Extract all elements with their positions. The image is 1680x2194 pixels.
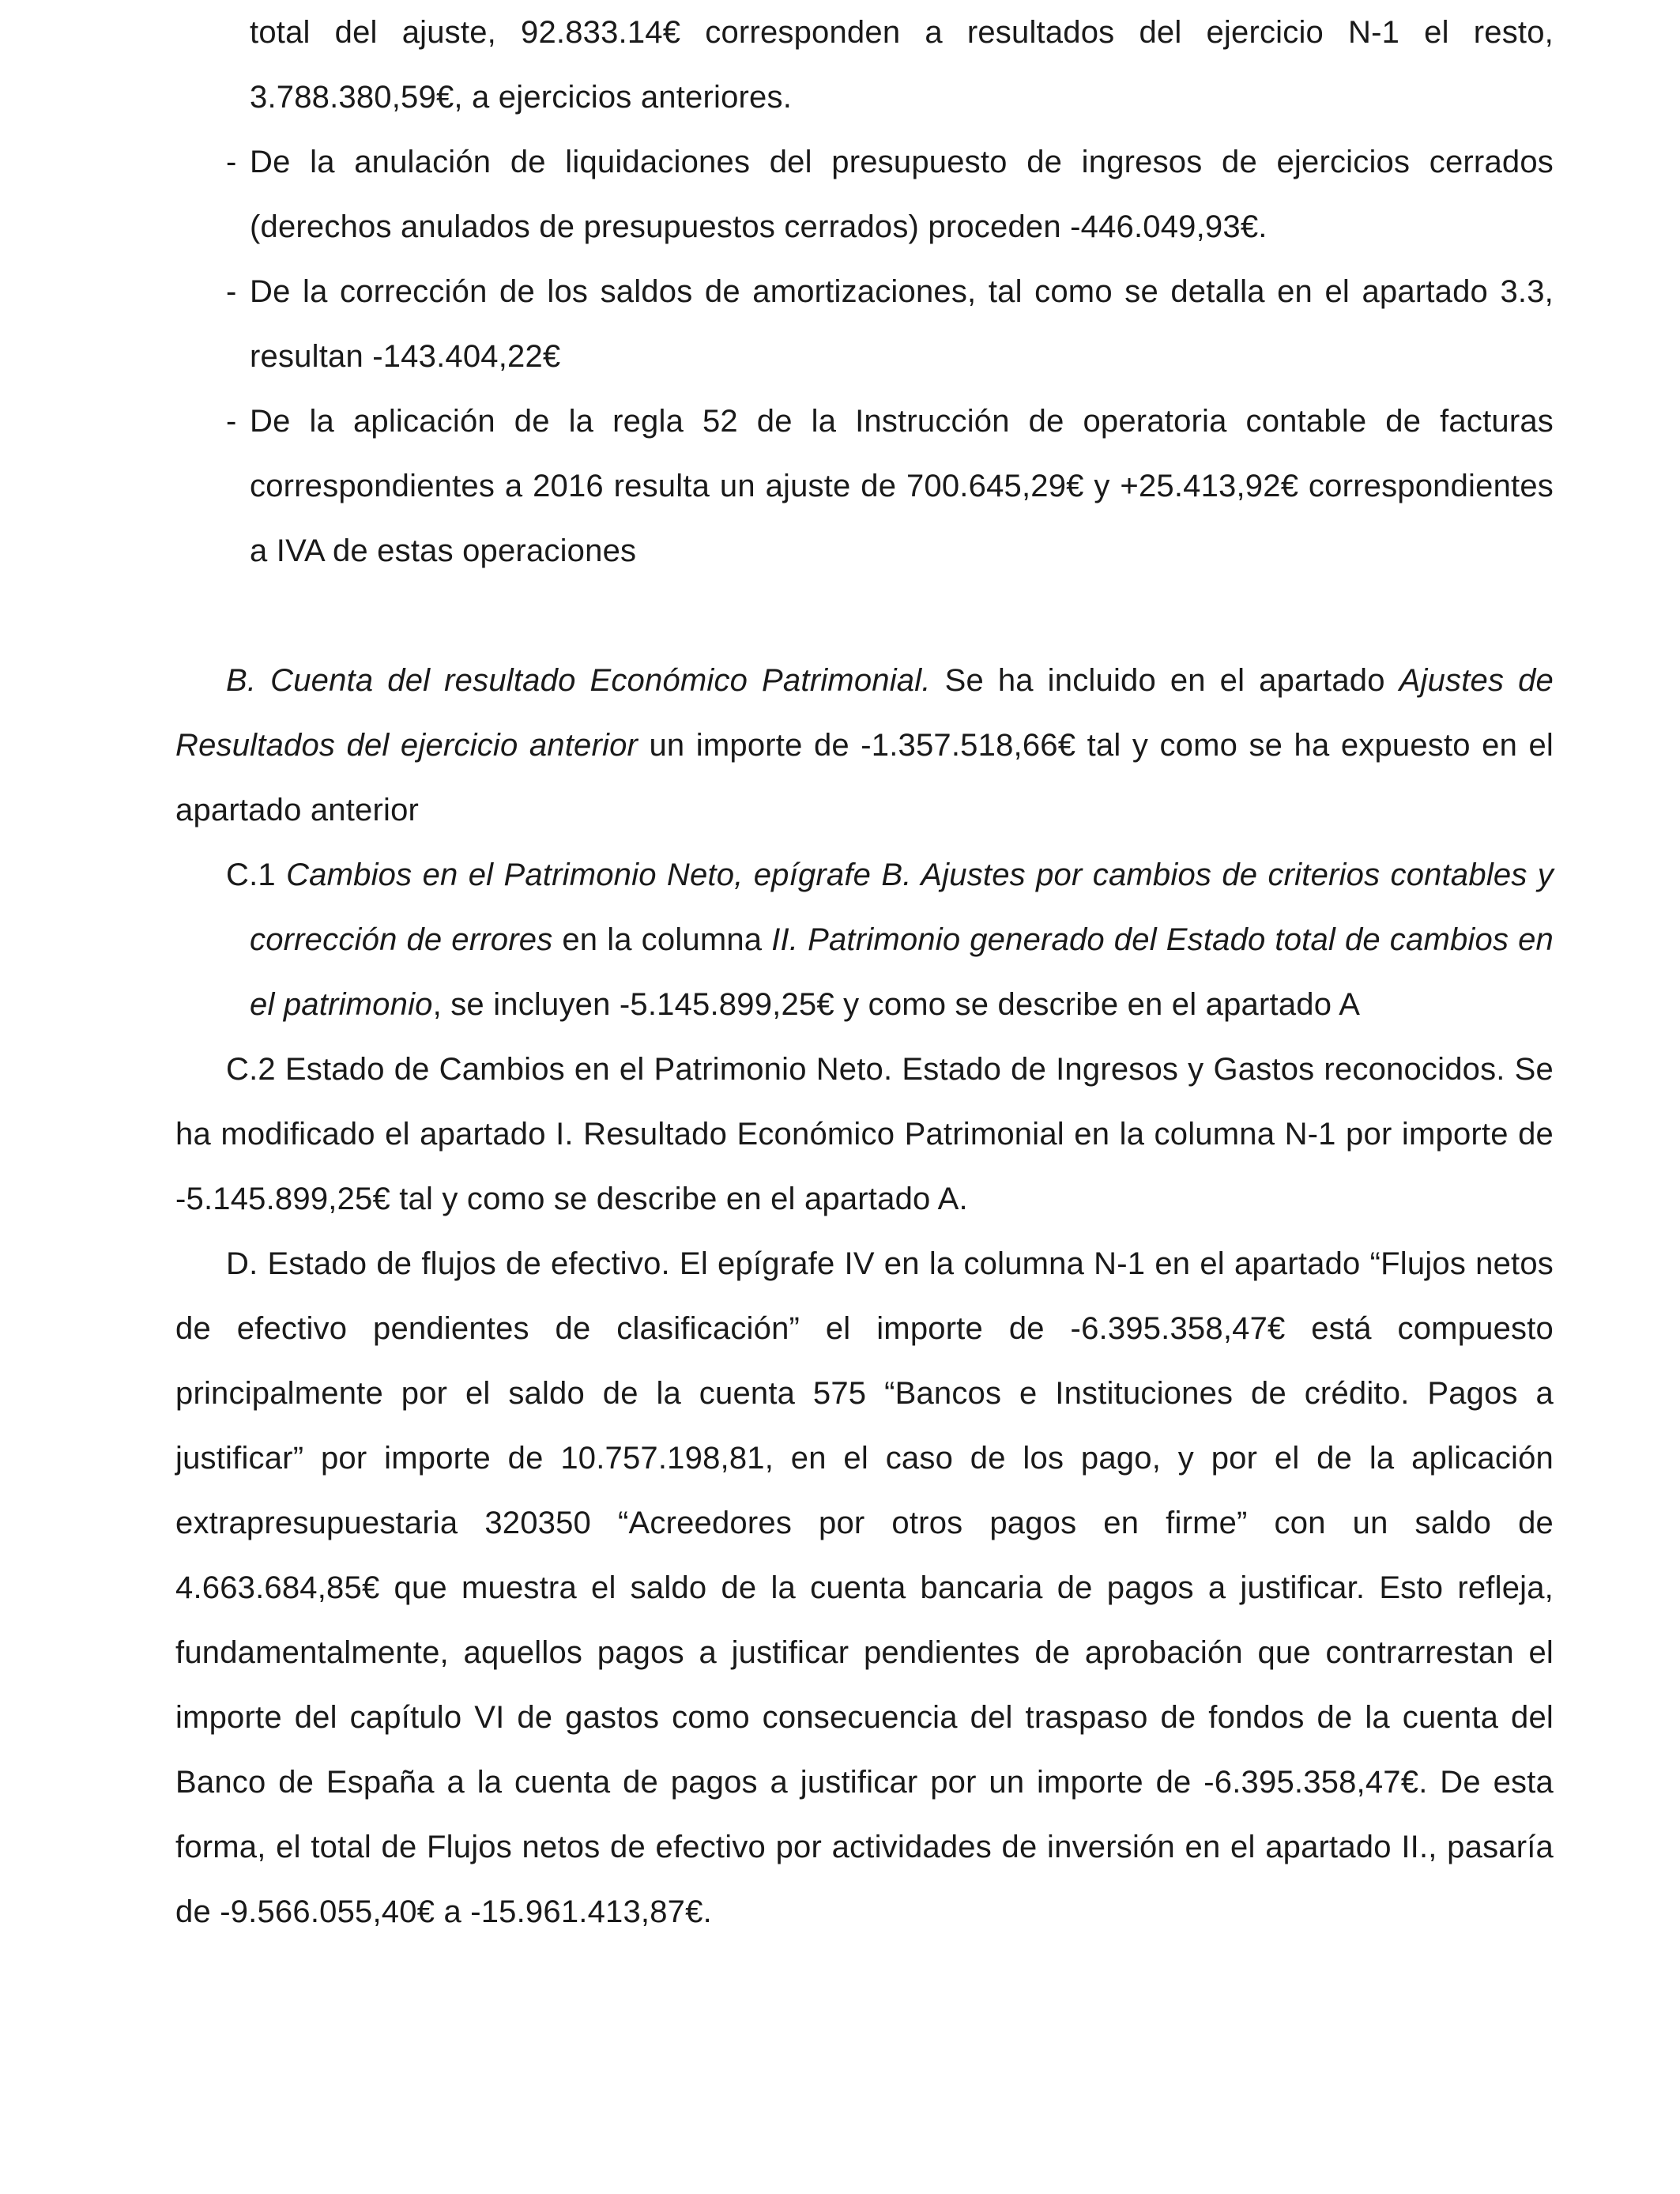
bullet-dash: - [226, 145, 237, 179]
section-b-text-1: Se ha incluido en el apartado [930, 663, 1399, 698]
bullet-dash: - [226, 404, 237, 439]
continuation-paragraph: total del ajuste, 92.833.14€ corresponden a resultados del ejercicio N-1 el resto, 3.788.380,59€, a ejercicios anteriores. [250, 15, 1554, 115]
section-d-paragraph: D. Estado de flujos de efectivo. El epígrafe IV en la columna N-1 en el apartado “Flujos netos de efectivo pendientes de clasificación” el importe de -6.395.358,47€ está compuesto principalmente por el saldo de la cuenta 575 “Bancos e Instituciones de crédito. Pagos a justificar” por importe de 10.757.198,81, en el caso de los pago, y por el de la aplicación extrapresupuestaria 320350 “Acreedores por otros pagos en firme” con un saldo de 4.663.684,85€ que muestra el saldo de la cuenta bancaria de pagos a justificar. Esto refleja, fundamentalmente, aquellos pagos a justificar pendientes de aprobación que contrarrestan el importe del capítulo VI de gastos como consecuencia del traspaso de fondos de la cuenta del Banco de España a la cuenta de pagos a justificar por un importe de -6.395.358,47€. De esta forma, el total de Flujos netos de efectivo por actividades de inversión en el apartado II., pasaría de -9.566.055,40€ a -15.961.413,87€. [175, 1246, 1554, 1929]
section-c1-text-1: en la columna [552, 922, 772, 957]
section-b-text-2: un importe de -1.357.518,66€ tal y como se ha expuesto en el apartado anterior [175, 728, 1554, 827]
section-b-title: B. Cuenta del resultado Económico Patrimonial. [226, 663, 931, 698]
section-b-italic-2: Ajustes de Resultados del ejercicio anterior [175, 663, 1554, 763]
bullet-text: De la corrección de los saldos de amortizaciones, tal como se detalla en el apartado 3.3, resultan -143.404,22€ [250, 274, 1554, 374]
section-c1-prefix: C.1 [226, 858, 287, 892]
bullet-text: De la aplicación de la regla 52 de la Instrucción de operatoria contable de facturas correspondientes a 2016 resulta un ajuste de 700.645,29€ y +25.413,92€ correspondientes a IVA de estas operaciones [250, 404, 1554, 568]
section-c1-paragraph [226, 843, 1554, 1037]
bullet-item-regla-52 [226, 389, 1554, 583]
bullet-item-anulacion [226, 130, 1554, 259]
section-b-paragraph [175, 648, 1554, 843]
section-c2-paragraph: C.2 Estado de Cambios en el Patrimonio Neto. Estado de Ingresos y Gastos reconocidos. Se ha modificado el apartado I. Resultado Económico Patrimonial en la columna N-1 por importe de -5.145.899,25€ tal y como se describe en el apartado A. [175, 1052, 1554, 1216]
section-c1-text-2: , se incluyen -5.145.899,25€ y como se describe en el apartado A [432, 987, 1361, 1022]
section-c1-italic-2: II. Patrimonio generado del Estado total de cambios en el patrimonio [250, 922, 1554, 1022]
bullet-text: De la anulación de liquidaciones del presupuesto de ingresos de ejercicios cerrados (derechos anulados de presupuestos cerrados) proceden -446.049,93€. [250, 145, 1554, 244]
section-c1-italic-1: Cambios en el Patrimonio Neto, epígrafe B. Ajustes por cambios de criterios contables y corrección de errores [250, 858, 1554, 957]
bullet-item-amortizaciones [226, 259, 1554, 389]
bullet-dash: - [226, 274, 237, 309]
